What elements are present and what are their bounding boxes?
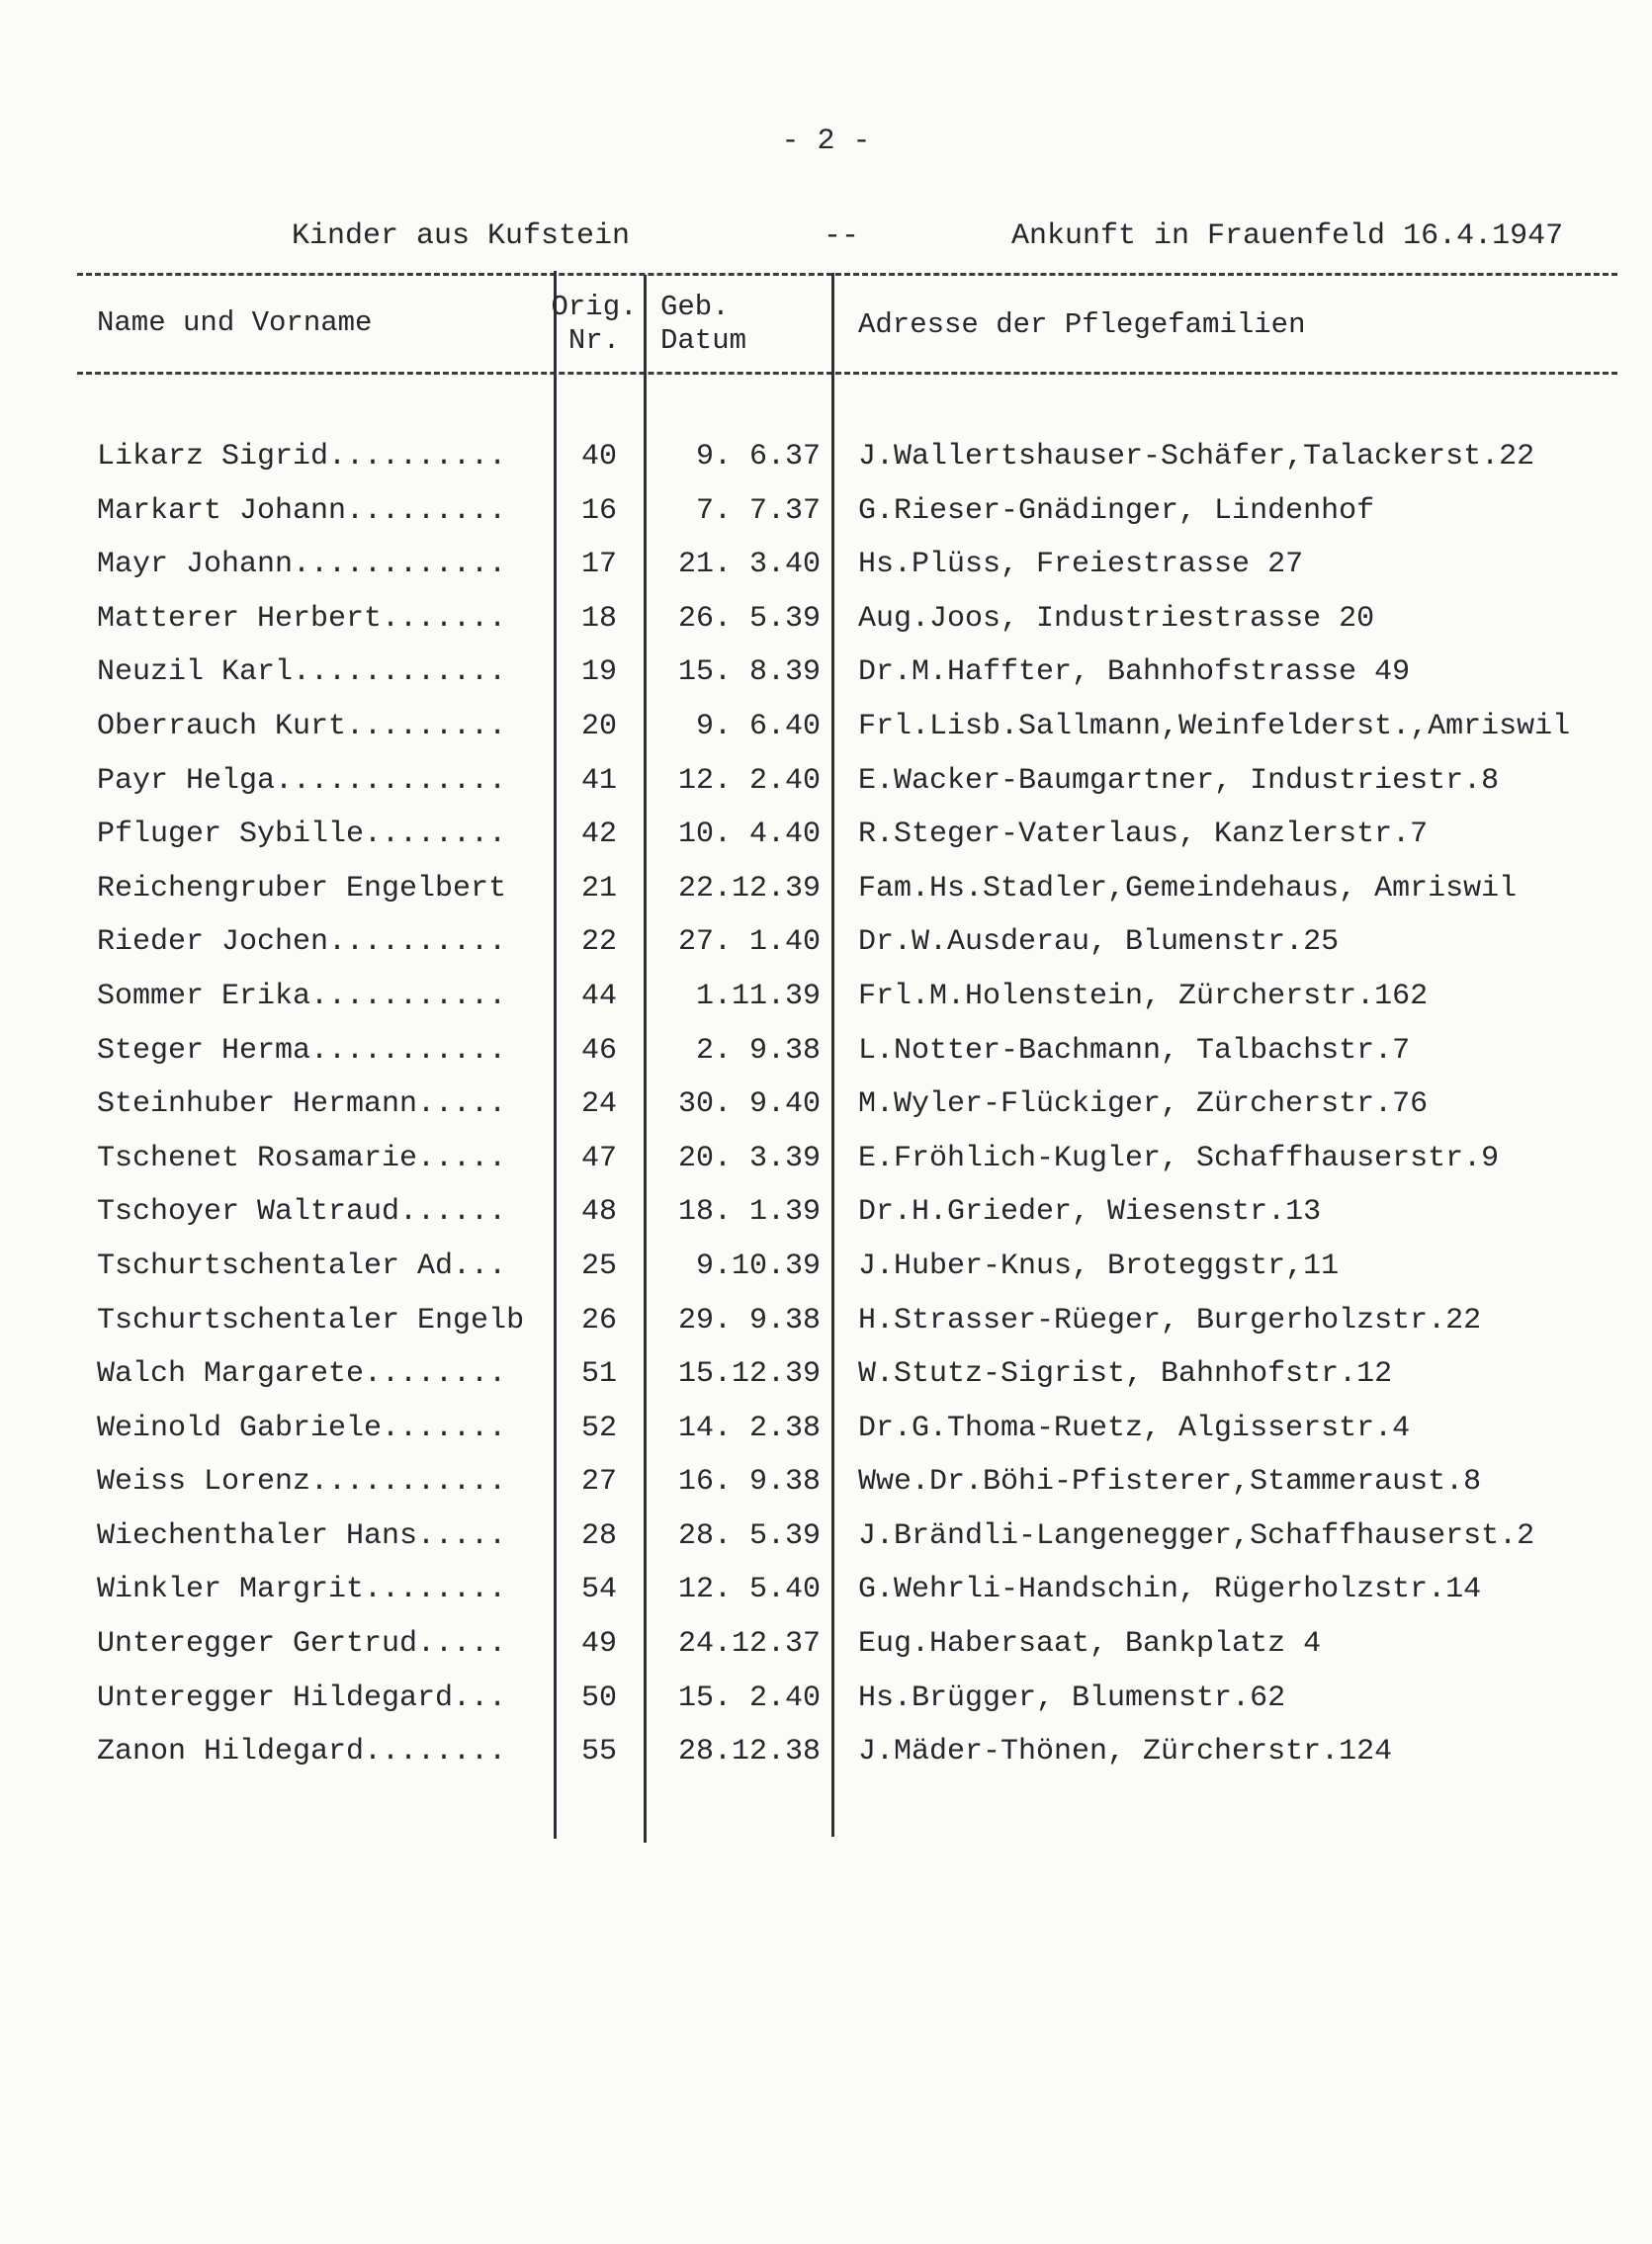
cell-name: Steinhuber Hermann..... bbox=[97, 1087, 507, 1122]
cell-birth-date: 9.10.39 bbox=[695, 1249, 821, 1283]
cell-birth-date: 12. 2.40 bbox=[677, 763, 821, 798]
cell-birth-date: 12. 5.40 bbox=[677, 1573, 821, 1607]
title-separator: -- bbox=[824, 219, 860, 253]
cell-address: Aug.Joos, Industriestrasse 20 bbox=[858, 601, 1375, 636]
cell-birth-date: 2. 9.38 bbox=[695, 1033, 821, 1068]
table-row bbox=[0, 1024, 1652, 1079]
cell-orig-nr: 42 bbox=[580, 818, 617, 852]
cell-birth-date: 28. 5.39 bbox=[677, 1518, 821, 1553]
cell-address: Dr.M.Haffter, Bahnhofstrasse 49 bbox=[858, 655, 1411, 690]
cell-name: Unteregger Gertrud..... bbox=[97, 1627, 507, 1662]
cell-birth-date: 16. 9.38 bbox=[677, 1465, 821, 1500]
cell-birth-date: 7. 7.37 bbox=[695, 493, 821, 528]
cell-birth-date: 30. 9.40 bbox=[677, 1087, 821, 1122]
cell-address: E.Wacker-Baumgartner, Industriestr.8 bbox=[858, 763, 1500, 798]
cell-orig-nr: 21 bbox=[580, 871, 617, 906]
table-row bbox=[0, 862, 1652, 916]
cell-orig-nr: 47 bbox=[580, 1141, 617, 1175]
cell-name: Winkler Margrit........ bbox=[97, 1573, 507, 1607]
cell-orig-nr: 28 bbox=[580, 1518, 617, 1553]
cell-name: Unteregger Hildegard... bbox=[97, 1681, 507, 1715]
cell-birth-date: 18. 1.39 bbox=[677, 1195, 821, 1230]
table-row bbox=[0, 1672, 1652, 1726]
table-row bbox=[0, 484, 1652, 539]
cell-birth-date: 28.12.38 bbox=[677, 1735, 821, 1769]
cell-address: J.Brändli-Langenegger,Schaffhauserst.2 bbox=[858, 1518, 1535, 1553]
cell-address: J.Huber-Knus, Broteggstr,11 bbox=[858, 1249, 1340, 1283]
table-row bbox=[0, 1455, 1652, 1510]
cell-address: M.Wyler-Flückiger, Zürcherstr.76 bbox=[858, 1087, 1429, 1122]
cell-address: J.Mäder-Thönen, Zürcherstr.124 bbox=[858, 1735, 1393, 1769]
cell-name: Reichengruber Engelbert bbox=[97, 871, 507, 906]
cell-name: Pfluger Sybille........ bbox=[97, 818, 507, 852]
cell-name: Neuzil Karl............ bbox=[97, 655, 507, 690]
cell-birth-date: 27. 1.40 bbox=[677, 925, 821, 960]
cell-name: Mayr Johann............ bbox=[97, 548, 507, 582]
cell-address: Hs.Brügger, Blumenstr.62 bbox=[858, 1681, 1286, 1715]
cell-orig-nr: 44 bbox=[580, 979, 617, 1013]
cell-orig-nr: 24 bbox=[580, 1087, 617, 1122]
cell-birth-date: 15. 8.39 bbox=[677, 655, 821, 690]
cell-name: Sommer Erika........... bbox=[97, 979, 507, 1013]
header-orig-line1: Orig. bbox=[551, 291, 638, 323]
cell-orig-nr: 22 bbox=[580, 925, 617, 960]
cell-name: Markart Johann......... bbox=[97, 493, 507, 528]
cell-name: Matterer Herbert....... bbox=[97, 601, 507, 636]
table-row bbox=[0, 754, 1652, 809]
table-row bbox=[0, 808, 1652, 862]
cell-address: Dr.G.Thoma-Ruetz, Algisserstr.4 bbox=[858, 1411, 1411, 1445]
table-row bbox=[0, 1563, 1652, 1617]
arrival-info: Ankunft in Frauenfeld 16.4.1947 bbox=[1011, 219, 1564, 253]
cell-orig-nr: 40 bbox=[580, 440, 617, 474]
table-row bbox=[0, 646, 1652, 700]
header-address: Adresse der Pflegefamilien bbox=[858, 308, 1306, 341]
header-top-rule bbox=[77, 273, 1617, 276]
table-row bbox=[0, 1402, 1652, 1456]
cell-address: Hs.Plüss, Freiestrasse 27 bbox=[858, 548, 1304, 582]
cell-orig-nr: 20 bbox=[580, 709, 617, 743]
cell-address: Fam.Hs.Stadler,Gemeindehaus, Amriswil bbox=[858, 871, 1518, 906]
cell-address: H.Strasser-Rüeger, Burgerholzstr.22 bbox=[858, 1303, 1482, 1338]
cell-orig-nr: 46 bbox=[580, 1033, 617, 1068]
cell-name: Oberrauch Kurt......... bbox=[97, 709, 507, 743]
cell-orig-nr: 19 bbox=[580, 655, 617, 690]
header-orig-line2: Nr. bbox=[567, 324, 621, 357]
table-body bbox=[0, 430, 1652, 1779]
cell-birth-date: 14. 2.38 bbox=[677, 1411, 821, 1445]
header-bottom-rule bbox=[77, 372, 1617, 375]
cell-address: R.Steger-Vaterlaus, Kanzlerstr.7 bbox=[858, 818, 1429, 852]
table-row bbox=[0, 915, 1652, 970]
cell-birth-date: 9. 6.37 bbox=[695, 440, 821, 474]
cell-name: Likarz Sigrid.......... bbox=[97, 440, 507, 474]
table-row bbox=[0, 1294, 1652, 1348]
cell-birth-date: 26. 5.39 bbox=[677, 601, 821, 636]
header-geb-line1: Geb. bbox=[660, 291, 730, 323]
table-row bbox=[0, 970, 1652, 1024]
table-row bbox=[0, 700, 1652, 754]
table-row bbox=[0, 592, 1652, 647]
cell-address: Dr.H.Grieder, Wiesenstr.13 bbox=[858, 1195, 1322, 1230]
cell-orig-nr: 41 bbox=[580, 763, 617, 798]
table-row bbox=[0, 1240, 1652, 1294]
cell-birth-date: 9. 6.40 bbox=[695, 709, 821, 743]
cell-address: Frl.Lisb.Sallmann,Weinfelderst.,Amriswil bbox=[858, 709, 1571, 743]
cell-name: Steger Herma........... bbox=[97, 1033, 507, 1068]
cell-name: Payr Helga............. bbox=[97, 763, 507, 798]
cell-name: Weiss Lorenz........... bbox=[97, 1465, 507, 1500]
table-row bbox=[0, 1617, 1652, 1672]
cell-birth-date: 15. 2.40 bbox=[677, 1681, 821, 1715]
cell-orig-nr: 52 bbox=[580, 1411, 617, 1445]
cell-orig-nr: 25 bbox=[580, 1249, 617, 1283]
cell-name: Tschoyer Waltraud...... bbox=[97, 1195, 507, 1230]
cell-orig-nr: 17 bbox=[580, 548, 617, 582]
cell-name: Zanon Hildegard........ bbox=[97, 1735, 507, 1769]
cell-orig-nr: 54 bbox=[580, 1573, 617, 1607]
cell-birth-date: 21. 3.40 bbox=[677, 548, 821, 582]
cell-orig-nr: 16 bbox=[580, 493, 617, 528]
cell-birth-date: 29. 9.38 bbox=[677, 1303, 821, 1338]
header-name: Name und Vorname bbox=[97, 306, 373, 339]
cell-name: Weinold Gabriele....... bbox=[97, 1411, 507, 1445]
cell-birth-date: 24.12.37 bbox=[677, 1627, 821, 1662]
cell-orig-nr: 18 bbox=[580, 601, 617, 636]
table-row bbox=[0, 1078, 1652, 1132]
cell-address: Eug.Habersaat, Bankplatz 4 bbox=[858, 1627, 1322, 1662]
cell-address: L.Notter-Bachmann, Talbachstr.7 bbox=[858, 1033, 1411, 1068]
cell-address: Frl.M.Holenstein, Zürcherstr.162 bbox=[858, 979, 1429, 1013]
cell-orig-nr: 50 bbox=[580, 1681, 617, 1715]
cell-name: Rieder Jochen.......... bbox=[97, 925, 507, 960]
cell-name: Tschenet Rosamarie..... bbox=[97, 1141, 507, 1175]
table-row bbox=[0, 538, 1652, 592]
header-geb-line2: Datum bbox=[660, 324, 747, 357]
cell-name: Wiechenthaler Hans..... bbox=[97, 1518, 507, 1553]
cell-birth-date: 15.12.39 bbox=[677, 1357, 821, 1392]
document-title: Kinder aus Kufstein bbox=[292, 219, 631, 253]
cell-address: Dr.W.Ausderau, Blumenstr.25 bbox=[858, 925, 1340, 960]
cell-name: Walch Margarete........ bbox=[97, 1357, 507, 1392]
cell-orig-nr: 48 bbox=[580, 1195, 617, 1230]
cell-birth-date: 20. 3.39 bbox=[677, 1141, 821, 1175]
header-birth-date bbox=[660, 291, 809, 358]
table-row bbox=[0, 1185, 1652, 1240]
cell-birth-date: 1.11.39 bbox=[695, 979, 821, 1013]
cell-address: G.Wehrli-Handschin, Rügerholzstr.14 bbox=[858, 1573, 1482, 1607]
cell-address: J.Wallertshauser-Schäfer,Talackerst.22 bbox=[858, 440, 1535, 474]
cell-orig-nr: 55 bbox=[580, 1735, 617, 1769]
cell-name: Tschurtschentaler Engelb bbox=[97, 1303, 525, 1338]
cell-name: Tschurtschentaler Ad... bbox=[97, 1249, 507, 1283]
table-row bbox=[0, 1510, 1652, 1564]
cell-birth-date: 22.12.39 bbox=[677, 871, 821, 906]
table-row bbox=[0, 1347, 1652, 1402]
table-row bbox=[0, 1132, 1652, 1186]
table-row bbox=[0, 430, 1652, 484]
page-number: - 2 - bbox=[781, 125, 871, 158]
cell-address: G.Rieser-Gnädinger, Lindenhof bbox=[858, 493, 1375, 528]
cell-orig-nr: 51 bbox=[580, 1357, 617, 1392]
cell-orig-nr: 27 bbox=[580, 1465, 617, 1500]
cell-address: Wwe.Dr.Böhi-Pfisterer,Stammeraust.8 bbox=[858, 1465, 1482, 1500]
cell-address: E.Fröhlich-Kugler, Schaffhauserstr.9 bbox=[858, 1141, 1500, 1175]
cell-orig-nr: 26 bbox=[580, 1303, 617, 1338]
cell-address: W.Stutz-Sigrist, Bahnhofstr.12 bbox=[858, 1357, 1393, 1392]
table-row bbox=[0, 1725, 1652, 1779]
header-orig-nr bbox=[549, 291, 640, 358]
cell-orig-nr: 49 bbox=[580, 1627, 617, 1662]
cell-birth-date: 10. 4.40 bbox=[677, 818, 821, 852]
